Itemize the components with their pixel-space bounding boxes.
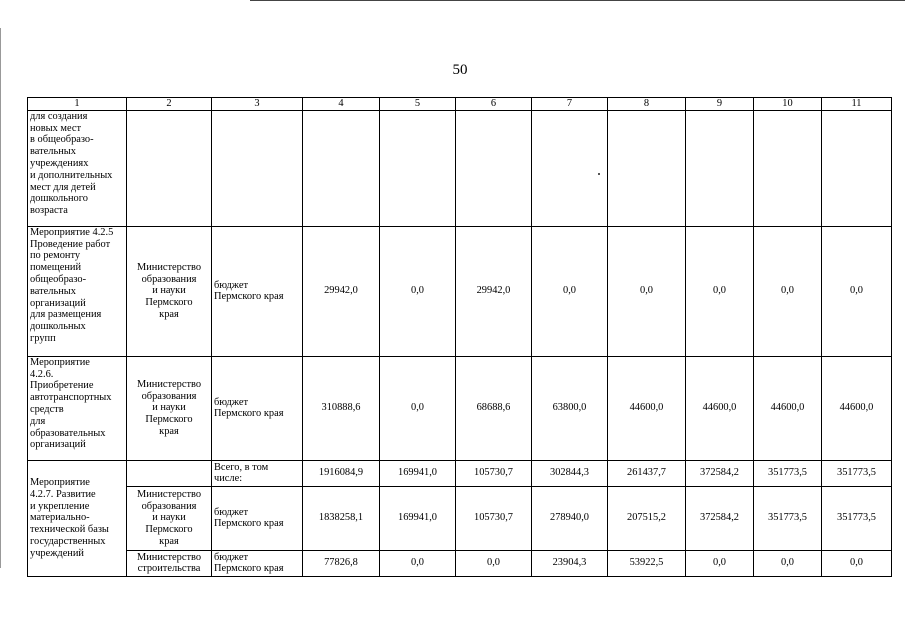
scan-speck [598,173,600,175]
value-cell: 77826,8 [303,550,380,576]
col-header-5: 5 [380,98,456,111]
value-cell: 53922,5 [608,550,686,576]
value-cell: 0,0 [822,226,892,356]
value-cell: 0,0 [754,550,822,576]
col-header-2: 2 [127,98,212,111]
executor-cell [127,460,212,486]
value-cell: 0,0 [380,550,456,576]
table-row [28,486,892,550]
funding-source-cell: бюджет Пермского края [212,226,303,356]
empty-cell [456,110,532,226]
activity-description: для создания новых мест в общеобразо- вательных учреждениях и дополнительных мест для детей дошкольного возраста [28,110,127,226]
col-header-11: 11 [822,98,892,111]
activity-description: Мероприятие 4.2.7. Развитие и укрепление материально- технической базы государственных учреждений [28,460,127,576]
empty-cell [608,110,686,226]
value-cell: 351773,5 [822,486,892,550]
value-cell: 372584,2 [686,486,754,550]
col-header-3: 3 [212,98,303,111]
top-edge-rule [250,0,905,1]
funding-source-cell: бюджет Пермского края [212,356,303,460]
value-cell: 44600,0 [822,356,892,460]
header-row [28,98,892,111]
value-cell: 207515,2 [608,486,686,550]
value-cell: 44600,0 [686,356,754,460]
value-cell: 0,0 [532,226,608,356]
value-cell: 351773,5 [754,460,822,486]
value-cell: 44600,0 [608,356,686,460]
funding-source-cell: бюджет Пермского края [212,486,303,550]
value-cell: 29942,0 [456,226,532,356]
value-cell: 44600,0 [754,356,822,460]
col-header-7: 7 [532,98,608,111]
value-cell: 105730,7 [456,460,532,486]
table-row [28,110,892,226]
value-cell: 68688,6 [456,356,532,460]
page-number: 50 [452,62,468,78]
col-header-8: 8 [608,98,686,111]
funding-source-cell: Всего, в том числе: [212,460,303,486]
empty-cell [303,110,380,226]
executor-cell: Министерство образования и науки Пермского края [127,356,212,460]
funding-source-cell: бюджет Пермского края [212,550,303,576]
col-header-4: 4 [303,98,380,111]
value-cell: 0,0 [608,226,686,356]
executor-cell: Министерство образования и науки Пермского края [127,226,212,356]
value-cell: 0,0 [754,226,822,356]
empty-cell [822,110,892,226]
value-cell: 105730,7 [456,486,532,550]
executor-cell: Министерство строительства [127,550,212,576]
value-cell: 0,0 [380,356,456,460]
budget-table [27,97,892,577]
value-cell: 169941,0 [380,460,456,486]
value-cell: 1838258,1 [303,486,380,550]
empty-cell [380,110,456,226]
value-cell: 302844,3 [532,460,608,486]
table-row [28,226,892,356]
value-cell: 261437,7 [608,460,686,486]
value-cell: 23904,3 [532,550,608,576]
left-edge-rule [0,28,1,568]
col-header-1: 1 [28,98,127,111]
empty-cell [754,110,822,226]
value-cell: 0,0 [686,550,754,576]
value-cell: 310888,6 [303,356,380,460]
col-header-6: 6 [456,98,532,111]
empty-cell [212,110,303,226]
value-cell: 63800,0 [532,356,608,460]
empty-cell [532,110,608,226]
value-cell: 0,0 [822,550,892,576]
value-cell: 0,0 [686,226,754,356]
value-cell: 372584,2 [686,460,754,486]
value-cell: 351773,5 [822,460,892,486]
value-cell: 169941,0 [380,486,456,550]
value-cell: 0,0 [456,550,532,576]
table-row [28,356,892,460]
value-cell: 351773,5 [754,486,822,550]
col-header-10: 10 [754,98,822,111]
activity-description: Мероприятие 4.2.5 Проведение работ по ремонту помещений общеобразо- вательных организаций для размещения дошкольных групп [28,226,127,356]
col-header-9: 9 [686,98,754,111]
value-cell: 0,0 [380,226,456,356]
empty-cell [127,110,212,226]
empty-cell [686,110,754,226]
value-cell: 278940,0 [532,486,608,550]
activity-description: Мероприятие 4.2.6. Приобретение автотранспортных средств для образовательных организаций [28,356,127,460]
value-cell: 29942,0 [303,226,380,356]
executor-cell: Министерство образования и науки Пермского края [127,486,212,550]
value-cell: 1916084,9 [303,460,380,486]
table-row [28,460,892,486]
table-row [28,550,892,576]
